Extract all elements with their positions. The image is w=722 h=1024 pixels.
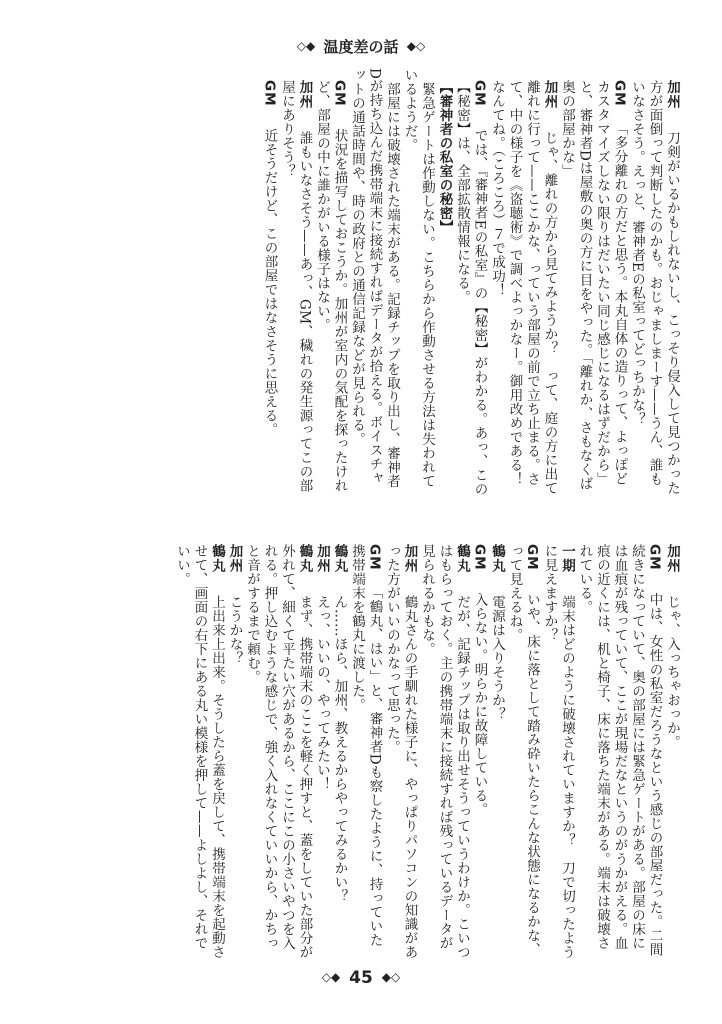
line-text: じゃ、離れの方から見てみようか？ って、庭の方に出て離れに行って——ここかな、っていう部屋の前で立ち止まる。さて、中の様子を《盗聴術》で調べよっかなー。御用改めである！ なんてね。（ころころ）７で成功！ xyxy=(489,80,558,500)
line-text: 入らない。明らかに故障している。 xyxy=(471,592,488,817)
line-text: 「多分離れの方だと思う。本丸自体の造りって、よっぽどカスタマイズしない限りはだいたい同じ感じになるはずだから」と、審神者Dは屋敷の奥の方に目をやった。「離れか、さもなくば奥の部屋かな」 xyxy=(559,80,628,491)
dialogue-line xyxy=(628,66,681,498)
line-text: では、『審神者Eの私室』の【秘密】がわかる。あっ、この【秘密】は、全部拡散情報になる。 xyxy=(454,80,488,497)
speaker-name: GM xyxy=(331,80,348,107)
speaker-name: 鶴丸 xyxy=(489,544,505,573)
speaker-name: 加州 xyxy=(664,80,680,109)
speaker-name: 加州 xyxy=(226,544,243,573)
speaker-name: 加州 xyxy=(296,80,313,109)
narration-line xyxy=(348,66,401,498)
line-text: 中は、女性の私室だろうなという感じの部屋だった。二間続きになっていて、奥の部屋には緊急ゲートがある。部屋の床には血痕が残っていて、ここが現場だなというのがうかがえる。血痕の近くには、机と椅子、床に落ちた端末がある。端末は破壊されている。 xyxy=(576,544,663,957)
header-deco-right: ◆◇ xyxy=(406,39,426,53)
speaker-name: GM xyxy=(471,544,488,571)
line-text: 電源は入りそうか？ xyxy=(489,595,505,721)
page-footer xyxy=(0,968,722,988)
dialogue-line xyxy=(313,530,331,960)
line-text: 近そうだけど、この部屋ではなさそうに思える。 xyxy=(261,128,278,437)
speaker-name: 一期 xyxy=(559,544,575,573)
page-number: 45 xyxy=(349,968,373,988)
dialogue-line xyxy=(575,530,663,960)
speaker-name: 鶴丸 xyxy=(209,544,225,573)
dialogue-line xyxy=(505,530,540,960)
line-text: こうかな？ xyxy=(226,595,243,665)
line-text: ん……ほら、加州、教えるからやってみるかい？ xyxy=(331,595,348,903)
line-text: 部屋には破壊された端末がある。記録チップを取り出し、審神者Dが持ち込んだ携帯端末に接続すればデータが拾える。ボイスチャットの通話時間や、時の政府との通信記録などが見られる。 xyxy=(349,68,400,488)
dialogue-line xyxy=(663,530,681,960)
line-text: 上出来上出来。そうしたら蓋を戻して、携帯端末を起動させて、画面の右下にある丸い模様を押して——よしよし、それでいい。 xyxy=(174,544,225,959)
dialogue-line xyxy=(470,530,488,960)
chapter-title: 温度差の話 xyxy=(323,38,399,56)
top-text-tier xyxy=(44,66,680,498)
line-text: 緊急ゲートは作動しない。こちらから作動させる方法は失われているようだ。 xyxy=(401,68,435,488)
footer-deco-right: ◆◇ xyxy=(381,970,401,984)
speaker-name: GM xyxy=(524,544,540,571)
dialogue-line xyxy=(540,530,575,960)
line-text: じゃ、入っちゃおっか。 xyxy=(664,595,680,749)
line-text: 「鶴丸、はい」と、審神者Dも察したように、持っていた携帯端末を鶴丸に渡した。 xyxy=(349,544,383,948)
page-header xyxy=(0,36,722,57)
dialogue-line xyxy=(418,530,471,960)
line-text: 端末はどのように破壊されていますか？ 刀で切ったように見えますか？ xyxy=(541,544,575,959)
header-deco-left: ◇◆ xyxy=(296,39,316,53)
speaker-name: 鶴丸 xyxy=(331,544,348,573)
bottom-text-tier xyxy=(44,530,680,960)
speaker-name: GM xyxy=(366,544,383,571)
dialogue-line xyxy=(313,66,348,498)
dialogue-line xyxy=(453,66,488,498)
dialogue-line xyxy=(243,530,313,960)
speaker-name: 加州 xyxy=(541,80,558,109)
section-heading: 【審神者の私室の秘密】 xyxy=(436,80,453,234)
dialogue-line xyxy=(260,66,278,498)
narration-line xyxy=(400,66,435,498)
line-text: 誰もいなさそう——あっ、GM、穢れの発生源ってこの部屋にありそう？ xyxy=(279,80,313,493)
line-text: 状況を描写しておこうか。加州が室内の気配を探ったけれど、部屋の中に誰かがいる様子はない。 xyxy=(314,80,348,493)
dialogue-line xyxy=(383,530,418,960)
speaker-name: GM xyxy=(646,544,663,571)
speaker-name: 加州 xyxy=(664,544,680,573)
dialogue-line xyxy=(330,530,348,960)
speaker-name: 加州 xyxy=(401,544,418,573)
line-text: 鶴丸さんの手馴れた様子に、やっぱりパソコンの知識があった方がいいのかなって思った。 xyxy=(384,544,418,959)
speaker-name: 鶴丸 xyxy=(296,544,313,573)
dialogue-line xyxy=(278,66,313,498)
speaker-name: 加州 xyxy=(314,544,330,573)
line-text: 刀剣がいるかもしれないし、こっそり侵入して見つかった方が面倒って判断したのかも。おじゃましまーす——うん、誰もいなさそう。えっと、審神者Eの私室ってどっちかな？ xyxy=(629,80,680,495)
speaker-name: 鶴丸 xyxy=(454,544,470,573)
line-text: えっ、いいの、やってみたい！ xyxy=(314,595,330,791)
speaker-name: GM xyxy=(471,80,488,107)
dialogue-line xyxy=(488,66,558,498)
speaker-name: GM xyxy=(611,80,628,107)
dialogue-line xyxy=(558,66,628,498)
line-text: まず、携帯端末のここを軽く押すと、蓋をしていた部分が外れて、細くて平たい穴があるから、ここにこの小さいやつを入れる。押し込むような感じで、強く入れなくていいから、かちっと音がするまで頼む。 xyxy=(244,544,313,959)
dialogue-line xyxy=(348,530,383,960)
footer-deco-left: ◇◆ xyxy=(321,970,341,984)
dialogue-line xyxy=(225,530,243,960)
dialogue-line xyxy=(488,530,506,960)
line-text: いや、床に落として踏み砕いたらこんな状態になるかな、って見えるね。 xyxy=(506,544,540,957)
speaker-name: GM xyxy=(261,80,278,107)
line-text: だが、記録チップは取り出せそうっていうわけか。こいつはもらっておく。主の携帯端末に接続すれば残っているデータが見られるかもな。 xyxy=(419,544,470,959)
dialogue-line xyxy=(173,530,226,960)
